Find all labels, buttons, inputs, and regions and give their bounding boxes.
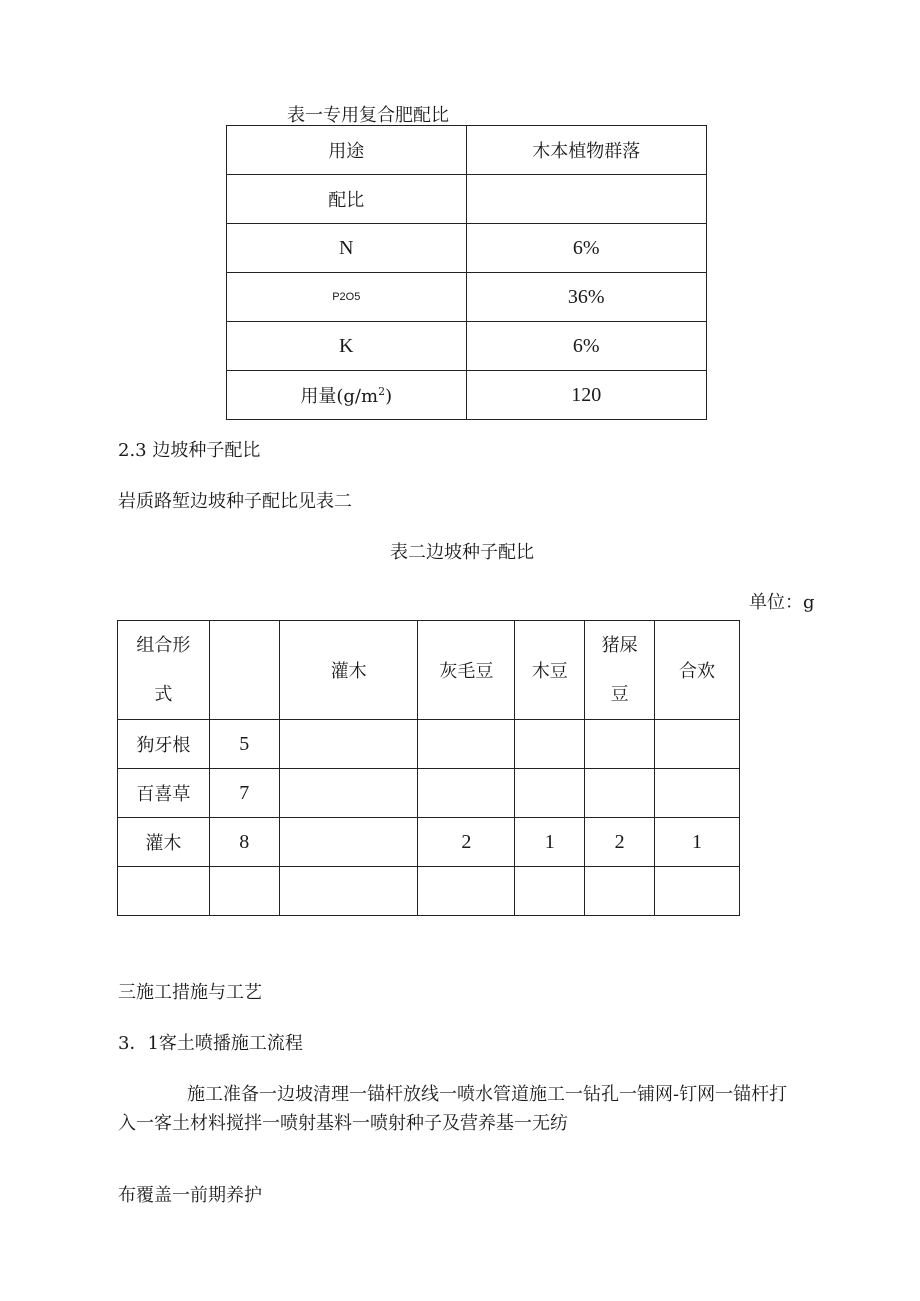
table-header-cell: 木豆 (515, 621, 585, 720)
section-intro: 岩质路堑边坡种子配比见表二 (118, 491, 352, 512)
table-cell (279, 769, 418, 818)
process-paragraph-line3: 布覆盖一前期养护 (118, 1185, 262, 1206)
table-cell (585, 720, 655, 769)
table-cell (279, 720, 418, 769)
table-cell: 7 (209, 769, 279, 818)
header-line: 式 (154, 684, 173, 705)
table-cell: 灌木 (118, 818, 210, 867)
table-cell (418, 720, 515, 769)
usage-superscript: 2 (378, 385, 386, 398)
table-row (118, 769, 740, 818)
table-cell (118, 867, 210, 916)
table-row (118, 867, 740, 916)
table-cell: 1 (655, 818, 740, 867)
table-cell (515, 867, 585, 916)
table-cell: 6% (466, 224, 706, 273)
section-heading-3-1: 3．1客土喷播施工流程 (118, 1033, 303, 1054)
table-row (118, 720, 740, 769)
table-row (227, 224, 707, 273)
table-cell (515, 769, 585, 818)
table-row (118, 818, 740, 867)
table-row (227, 175, 707, 224)
table-cell (466, 175, 706, 224)
usage-label: 用量(g∕m (300, 386, 379, 407)
table-header-cell (118, 621, 210, 720)
table-cell (279, 818, 418, 867)
table-cell (279, 867, 418, 916)
table-header-cell (585, 621, 655, 720)
section-heading-2-3: 2.3 边坡种子配比 (118, 440, 261, 461)
table-cell: K (227, 322, 467, 371)
table-cell: 1 (515, 818, 585, 867)
section-heading-3: 三施工措施与工艺 (118, 982, 262, 1003)
usage-label-tail: ) (385, 386, 393, 407)
table1-caption: 表一专用复合肥配比 (287, 105, 449, 126)
table-cell: 百喜草 (118, 769, 210, 818)
table-cell (585, 769, 655, 818)
table-cell (418, 867, 515, 916)
header-line: 组合形 (136, 635, 191, 656)
process-paragraph-line1: 施工准备一边坡清理一锚杆放线一喷水管道施工一钻孔一铺网-钉网一锚杆打 (187, 1084, 788, 1105)
table-cell: 狗牙根 (118, 720, 210, 769)
table-header-cell: 灌木 (279, 621, 418, 720)
table-header-cell (209, 621, 279, 720)
table-cell (585, 867, 655, 916)
table-cell: 木本植物群落 (466, 126, 706, 175)
table-cell: N (227, 224, 467, 273)
table-cell (655, 769, 740, 818)
table-cell: 120 (466, 371, 706, 420)
table-cell (655, 720, 740, 769)
table-cell: 8 (209, 818, 279, 867)
table-cell: P2O5 (227, 273, 467, 322)
table-cell: 2 (418, 818, 515, 867)
table-cell: 36% (466, 273, 706, 322)
table-cell (515, 720, 585, 769)
table-cell: 5 (209, 720, 279, 769)
table-header-row (118, 621, 740, 720)
fertilizer-table (226, 125, 707, 420)
table-cell (227, 371, 467, 420)
table-cell: 6% (466, 322, 706, 371)
table-row (227, 322, 707, 371)
table-cell: 用途 (227, 126, 467, 175)
process-paragraph-line2: 入一客土材料搅拌一喷射基料一喷射种子及营养基一无纺 (118, 1113, 568, 1134)
table-cell (209, 867, 279, 916)
header-line: 豆 (610, 684, 629, 705)
header-line: 猪屎 (601, 635, 638, 656)
table-header-cell: 灰毛豆 (418, 621, 515, 720)
unit-label: 单位：g (749, 592, 815, 613)
table-cell: 2 (585, 818, 655, 867)
table-cell: 配比 (227, 175, 467, 224)
seed-table (117, 620, 740, 916)
table-row (227, 126, 707, 175)
table-cell (418, 769, 515, 818)
table-cell (655, 867, 740, 916)
table-row (227, 273, 707, 322)
table2-caption: 表二边坡种子配比 (390, 542, 534, 563)
table-header-cell: 合欢 (655, 621, 740, 720)
table-row (227, 371, 707, 420)
